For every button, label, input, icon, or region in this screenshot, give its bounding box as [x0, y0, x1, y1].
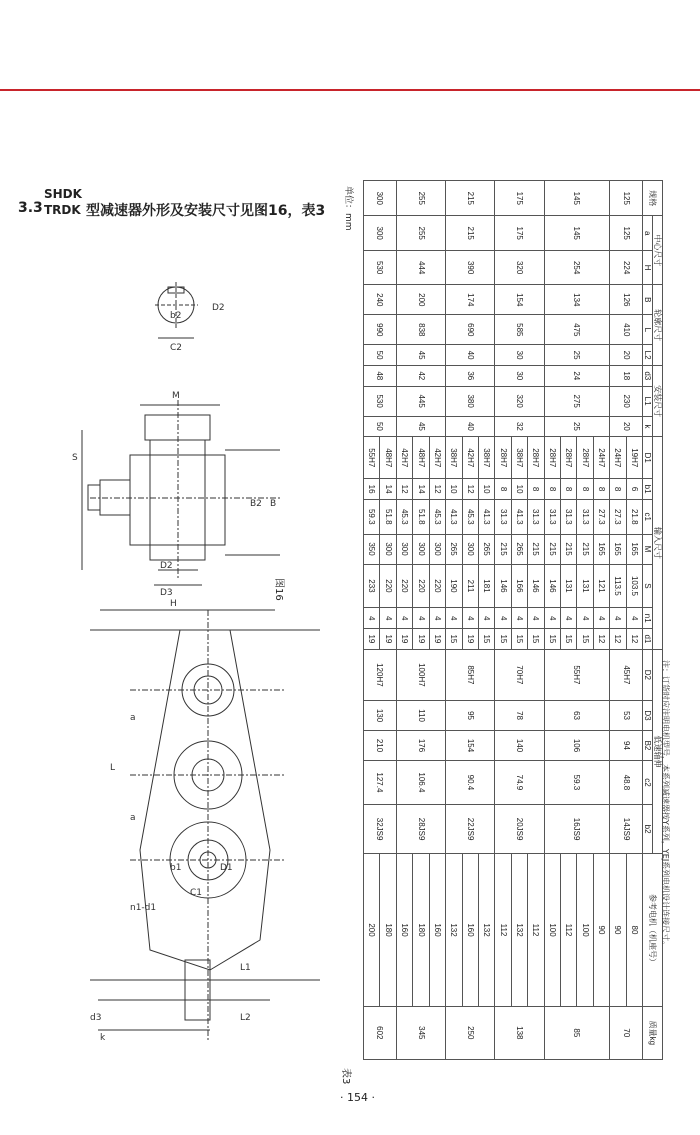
cell-M: 215: [560, 534, 576, 564]
cell-D1: 28H7: [528, 437, 544, 479]
col-L1: L1: [643, 386, 653, 416]
cell-a: 300: [364, 216, 397, 250]
col-B2: B2: [643, 731, 653, 761]
cell-D1: 28H7: [495, 437, 511, 479]
cell-M: 265: [511, 534, 527, 564]
cell-B2: 94: [610, 731, 643, 761]
cell-c1: 21.8: [626, 499, 642, 534]
cell-B2: 140: [495, 731, 544, 761]
cell-D1: 48H7: [413, 437, 429, 479]
group-outline: 轮廓尺寸: [653, 285, 663, 366]
cell-d1: 19: [396, 629, 412, 650]
cell-B2: 210: [364, 731, 397, 761]
cell-c1: 41.3: [511, 499, 527, 534]
cell-M: 300: [380, 534, 396, 564]
group-center: 中心尺寸: [653, 216, 663, 285]
series-names: [44, 186, 82, 218]
front-view-drawing: [90, 610, 320, 1040]
cell-n1: 4: [610, 608, 626, 629]
cell-k: 40: [446, 416, 495, 437]
cell-b1: 8: [544, 479, 560, 500]
cell-k: 20: [610, 416, 643, 437]
col-a: a: [643, 216, 653, 250]
page-number: · 154 ·: [340, 1091, 375, 1104]
cell-H: 444: [396, 250, 445, 284]
label-n1-d1: n1-d1: [130, 903, 157, 913]
col-c2: c2: [643, 760, 653, 804]
col-motor: 参考电机（机座号）: [643, 854, 663, 1006]
cell-D1: 24H7: [593, 437, 609, 479]
cell-mass: 602: [364, 1006, 397, 1059]
cell-motor: 160: [429, 854, 445, 1006]
cell-motor: 112: [495, 854, 511, 1006]
cell-c1: 59.3: [364, 499, 381, 534]
cell-c1: 27.3: [593, 499, 609, 534]
cell-d3: 30: [495, 365, 544, 386]
label-B: B: [270, 499, 277, 509]
cell-M: 265: [446, 534, 462, 564]
cell-d3: 36: [446, 365, 495, 386]
cell-D3: 78: [495, 701, 544, 731]
col-H: H: [643, 250, 653, 284]
cell-c1: 45.3: [396, 499, 412, 534]
cell-motor: 80: [626, 854, 642, 1006]
series-bottom: TRDK: [44, 203, 81, 217]
cell-L1: 320: [495, 386, 544, 416]
cell-n1: 4: [413, 608, 429, 629]
cell-S: 220: [413, 564, 429, 608]
cell-a: 175: [495, 216, 544, 250]
cell-d1: 19: [462, 629, 478, 650]
cell-S: 146: [544, 564, 560, 608]
cell-n1: 4: [544, 608, 560, 629]
col-mass: 质量kg: [643, 1006, 663, 1059]
cell-mass: 250: [446, 1006, 495, 1059]
cell-b2: 16JS9: [544, 804, 610, 853]
cell-B: 154: [495, 285, 544, 315]
cell-D1: 48H7: [380, 437, 396, 479]
cell-b1: 10: [511, 479, 527, 500]
cell-d3: 48: [364, 365, 397, 386]
cell-S: 220: [380, 564, 396, 608]
label-b1: b1: [170, 863, 182, 873]
cell-M: 165: [626, 534, 642, 564]
cell-D1: 38H7: [446, 437, 462, 479]
cell-L1: 445: [396, 386, 445, 416]
table-row: [528, 181, 544, 1060]
cell-d1: 12: [593, 629, 609, 650]
col-M: M: [643, 534, 653, 564]
cell-D3: 95: [446, 701, 495, 731]
cell-d1: 15: [560, 629, 576, 650]
cell-b1: 12: [396, 479, 412, 500]
shaft-section-drawing: [155, 282, 198, 338]
cell-motor: 100: [577, 854, 593, 1006]
cell-b1: 10: [446, 479, 462, 500]
cell-spec: 175: [495, 181, 544, 216]
cell-b1: 16: [364, 479, 381, 500]
cell-d1: 15: [544, 629, 560, 650]
cell-M: 165: [610, 534, 626, 564]
cell-D2: 85H7: [446, 649, 495, 700]
cell-motor: 180: [413, 854, 429, 1006]
cell-c2: 59.3: [544, 760, 610, 804]
cell-S: 113.5: [610, 564, 626, 608]
cell-b1: 8: [610, 479, 626, 500]
cell-M: 215: [528, 534, 544, 564]
col-n1: n1: [643, 608, 653, 629]
cell-B: 134: [544, 285, 610, 315]
cell-motor: 90: [593, 854, 609, 1006]
cell-L1: 275: [544, 386, 610, 416]
cell-d1: 15: [511, 629, 527, 650]
label-D1: D1: [220, 863, 233, 873]
cell-k: 50: [364, 416, 397, 437]
cell-b1: 12: [462, 479, 478, 500]
label-b2: b2: [170, 311, 182, 321]
label-a1: a: [130, 713, 136, 723]
cell-d1: 15: [495, 629, 511, 650]
label-D3: D3: [160, 588, 173, 598]
cell-S: 181: [478, 564, 494, 608]
cell-M: 165: [593, 534, 609, 564]
cell-spec: 145: [544, 181, 610, 216]
cell-D1: 42H7: [396, 437, 412, 479]
cell-b1: 8: [593, 479, 609, 500]
cell-b2: 14JS9: [610, 804, 643, 853]
cell-k: 25: [544, 416, 610, 437]
cell-L: 990: [364, 315, 397, 345]
cell-c2: 74.9: [495, 760, 544, 804]
cell-b1: 8: [528, 479, 544, 500]
cell-n1: 4: [577, 608, 593, 629]
cell-spec: 255: [396, 181, 445, 216]
cell-d1: 15: [577, 629, 593, 650]
col-d3: d3: [643, 365, 653, 386]
cell-L2: 25: [544, 345, 610, 366]
cell-n1: 4: [462, 608, 478, 629]
cell-motor: 180: [380, 854, 396, 1006]
cell-d3: 24: [544, 365, 610, 386]
cell-b1: 14: [380, 479, 396, 500]
cell-motor: 112: [560, 854, 576, 1006]
cell-B: 174: [446, 285, 495, 315]
cell-M: 300: [429, 534, 445, 564]
cell-motor: 132: [511, 854, 527, 1006]
group-mount: 安装尺寸: [653, 365, 663, 436]
cell-D1: 38H7: [511, 437, 527, 479]
cell-b2: 32JS9: [364, 804, 397, 853]
cell-D1: 24H7: [610, 437, 626, 479]
cell-c2: 127.4: [364, 760, 397, 804]
cell-spec: 125: [610, 181, 643, 216]
cell-M: 300: [413, 534, 429, 564]
dimension-table-wrapper: [363, 180, 663, 1060]
cell-mass: 85: [544, 1006, 610, 1059]
cell-b1: 8: [495, 479, 511, 500]
col-L2: L2: [643, 345, 653, 366]
cell-D2: 45H7: [610, 649, 643, 700]
group-input: 输入尺寸: [653, 437, 663, 649]
cell-n1: 4: [495, 608, 511, 629]
cell-M: 215: [577, 534, 593, 564]
cell-a: 145: [544, 216, 610, 250]
figure-caption: 图16: [273, 578, 284, 601]
cell-S: 211: [462, 564, 478, 608]
cell-B2: 106: [544, 731, 610, 761]
cell-a: 125: [610, 216, 643, 250]
cell-L2: 50: [364, 345, 397, 366]
label-L: L: [110, 763, 116, 773]
cell-d1: 19: [413, 629, 429, 650]
cell-spec: 215: [446, 181, 495, 216]
cell-L: 838: [396, 315, 445, 345]
cell-D1: 42H7: [462, 437, 478, 479]
col-b2: b2: [643, 804, 653, 853]
cell-mass: 345: [396, 1006, 445, 1059]
label-D2: D2: [160, 561, 173, 571]
cell-motor: 90: [610, 854, 626, 1006]
cell-S: 220: [429, 564, 445, 608]
cell-B: 200: [396, 285, 445, 315]
col-L: L: [643, 315, 653, 345]
cell-c1: 51.8: [413, 499, 429, 534]
cell-k: 45: [396, 416, 445, 437]
cell-L1: 230: [610, 386, 643, 416]
cell-d1: 15: [528, 629, 544, 650]
cell-D2: 100H7: [396, 649, 445, 700]
col-d1: d1: [643, 629, 653, 650]
dimension-table: [363, 180, 663, 1060]
side-view-drawing: [82, 400, 280, 585]
cell-S: 131: [560, 564, 576, 608]
cell-n1: 4: [560, 608, 576, 629]
cell-c2: 90.4: [446, 760, 495, 804]
cell-D3: 53: [610, 701, 643, 731]
cell-motor: 100: [544, 854, 560, 1006]
cell-mass: 70: [610, 1006, 643, 1059]
col-b1: b1: [643, 479, 653, 500]
cell-d1: 12: [610, 629, 626, 650]
section-number: 3.3: [18, 200, 43, 216]
cell-c1: 31.3: [544, 499, 560, 534]
cell-d1: 15: [446, 629, 462, 650]
cell-M: 215: [544, 534, 560, 564]
cell-D3: 63: [544, 701, 610, 731]
cell-S: 146: [528, 564, 544, 608]
label-D2-top: D2: [212, 303, 225, 313]
cell-M: 215: [495, 534, 511, 564]
cell-L: 410: [610, 315, 643, 345]
col-D2: D2: [643, 649, 653, 700]
cell-S: 103.5: [626, 564, 642, 608]
cell-H: 530: [364, 250, 397, 284]
cell-d3: 18: [610, 365, 643, 386]
cell-c1: 31.3: [577, 499, 593, 534]
cell-n1: 4: [593, 608, 609, 629]
cell-L1: 380: [446, 386, 495, 416]
cell-n1: 4: [380, 608, 396, 629]
cell-n1: 4: [429, 608, 445, 629]
cell-k: 32: [495, 416, 544, 437]
cell-M: 265: [478, 534, 494, 564]
cell-D1: 28H7: [544, 437, 560, 479]
cell-d1: 19: [380, 629, 396, 650]
cell-H: 320: [495, 250, 544, 284]
cell-D3: 130: [364, 701, 397, 731]
label-L1: L1: [240, 963, 251, 973]
cell-n1: 4: [511, 608, 527, 629]
cell-spec: 300: [364, 181, 397, 216]
cell-b1: 8: [560, 479, 576, 500]
cell-S: 220: [396, 564, 412, 608]
cell-a: 255: [396, 216, 445, 250]
unit-label: 单位：mm: [343, 186, 353, 231]
cell-D1: 28H7: [560, 437, 576, 479]
cell-n1: 4: [528, 608, 544, 629]
cell-n1: 4: [396, 608, 412, 629]
cell-c2: 106.4: [396, 760, 445, 804]
cell-D1: 38H7: [478, 437, 494, 479]
cell-L2: 20: [610, 345, 643, 366]
cell-b1: 6: [626, 479, 642, 500]
label-H: H: [170, 599, 177, 609]
cell-d1: 19: [429, 629, 445, 650]
cell-d1: 19: [364, 629, 381, 650]
table-row: [593, 181, 609, 1060]
table-row: [429, 181, 445, 1060]
cell-d1: 12: [626, 629, 642, 650]
cell-b1: 12: [429, 479, 445, 500]
label-L2: L2: [240, 1013, 251, 1023]
cell-D2: 70H7: [495, 649, 544, 700]
cell-motor: 132: [478, 854, 494, 1006]
cell-D3: 110: [396, 701, 445, 731]
cell-motor: 132: [446, 854, 462, 1006]
cell-D2: 55H7: [544, 649, 610, 700]
group-output: 低速轴伸: [653, 649, 663, 854]
label-C1: C1: [190, 888, 203, 898]
cell-b2: 28JS9: [396, 804, 445, 853]
cell-d1: 15: [478, 629, 494, 650]
label-a2: a: [130, 813, 136, 823]
cell-S: 121: [593, 564, 609, 608]
table-caption: 表3: [340, 1068, 351, 1085]
cell-L2: 45: [396, 345, 445, 366]
cell-c1: 31.3: [560, 499, 576, 534]
cell-n1: 4: [626, 608, 642, 629]
cell-n1: 4: [364, 608, 381, 629]
cell-motor: 112: [528, 854, 544, 1006]
cell-c1: 27.3: [610, 499, 626, 534]
cell-motor: 160: [396, 854, 412, 1006]
label-k: k: [100, 1033, 106, 1043]
cell-c2: 48.8: [610, 760, 643, 804]
cell-b1: 14: [413, 479, 429, 500]
label-S: S: [72, 453, 78, 463]
cell-c1: 31.3: [528, 499, 544, 534]
cell-b2: 22JS9: [446, 804, 495, 853]
col-c1: c1: [643, 499, 653, 534]
cell-D1: 28H7: [577, 437, 593, 479]
col-spec: 规格: [643, 181, 663, 216]
cell-b1: 10: [478, 479, 494, 500]
label-C2: C2: [170, 343, 183, 353]
cell-H: 390: [446, 250, 495, 284]
cell-D1: 19H7: [626, 437, 642, 479]
cell-c1: 51.8: [380, 499, 396, 534]
cell-L: 690: [446, 315, 495, 345]
cell-M: 350: [364, 534, 381, 564]
cell-H: 224: [610, 250, 643, 284]
table-body: [364, 181, 643, 1060]
cell-L: 585: [495, 315, 544, 345]
cell-B: 126: [610, 285, 643, 315]
table-row: [380, 181, 396, 1060]
cell-L2: 30: [495, 345, 544, 366]
label-d3: d3: [90, 1013, 102, 1023]
cell-L: 475: [544, 315, 610, 345]
col-k: k: [643, 416, 653, 437]
cell-d3: 42: [396, 365, 445, 386]
cell-a: 215: [446, 216, 495, 250]
cell-c1: 41.3: [446, 499, 462, 534]
cell-b1: 8: [577, 479, 593, 500]
cell-motor: 200: [364, 854, 381, 1006]
cell-c1: 45.3: [462, 499, 478, 534]
col-S: S: [643, 564, 653, 608]
cell-mass: 138: [495, 1006, 544, 1059]
header-rule: [0, 89, 700, 91]
cell-c1: 41.3: [478, 499, 494, 534]
cell-D2: 120H7: [364, 649, 397, 700]
col-B: B: [643, 285, 653, 315]
cell-c1: 45.3: [429, 499, 445, 534]
section-title-text: 型减速器外形及安装尺寸见图16，表3: [86, 203, 326, 219]
cell-D1: 55H7: [364, 437, 381, 479]
col-D1: D1: [643, 437, 653, 479]
cell-c1: 31.3: [495, 499, 511, 534]
cell-motor: 160: [462, 854, 478, 1006]
cell-L1: 530: [364, 386, 397, 416]
cell-n1: 4: [478, 608, 494, 629]
series-top: SHDK: [44, 187, 82, 201]
cell-B: 240: [364, 285, 397, 315]
cell-n1: 4: [446, 608, 462, 629]
cell-H: 254: [544, 250, 610, 284]
label-M: M: [172, 391, 180, 401]
cell-S: 166: [511, 564, 527, 608]
col-D3: D3: [643, 701, 653, 731]
cell-S: 146: [495, 564, 511, 608]
cell-M: 300: [396, 534, 412, 564]
table-row: [626, 181, 642, 1060]
cell-M: 300: [462, 534, 478, 564]
reducer-drawing: [70, 270, 350, 1070]
cell-S: 131: [577, 564, 593, 608]
table-note: 注：订货时应注明电机型号，本系列减速器按Y系列，YEJ系列电机设计连接尺寸。: [661, 660, 670, 950]
cell-B2: 176: [396, 731, 445, 761]
cell-S: 190: [446, 564, 462, 608]
cell-S: 233: [364, 564, 381, 608]
cell-D1: 42H7: [429, 437, 445, 479]
label-B2: B2: [250, 499, 262, 509]
cell-B2: 154: [446, 731, 495, 761]
cell-L2: 40: [446, 345, 495, 366]
table-row: [478, 181, 494, 1060]
cell-b2: 20JS9: [495, 804, 544, 853]
